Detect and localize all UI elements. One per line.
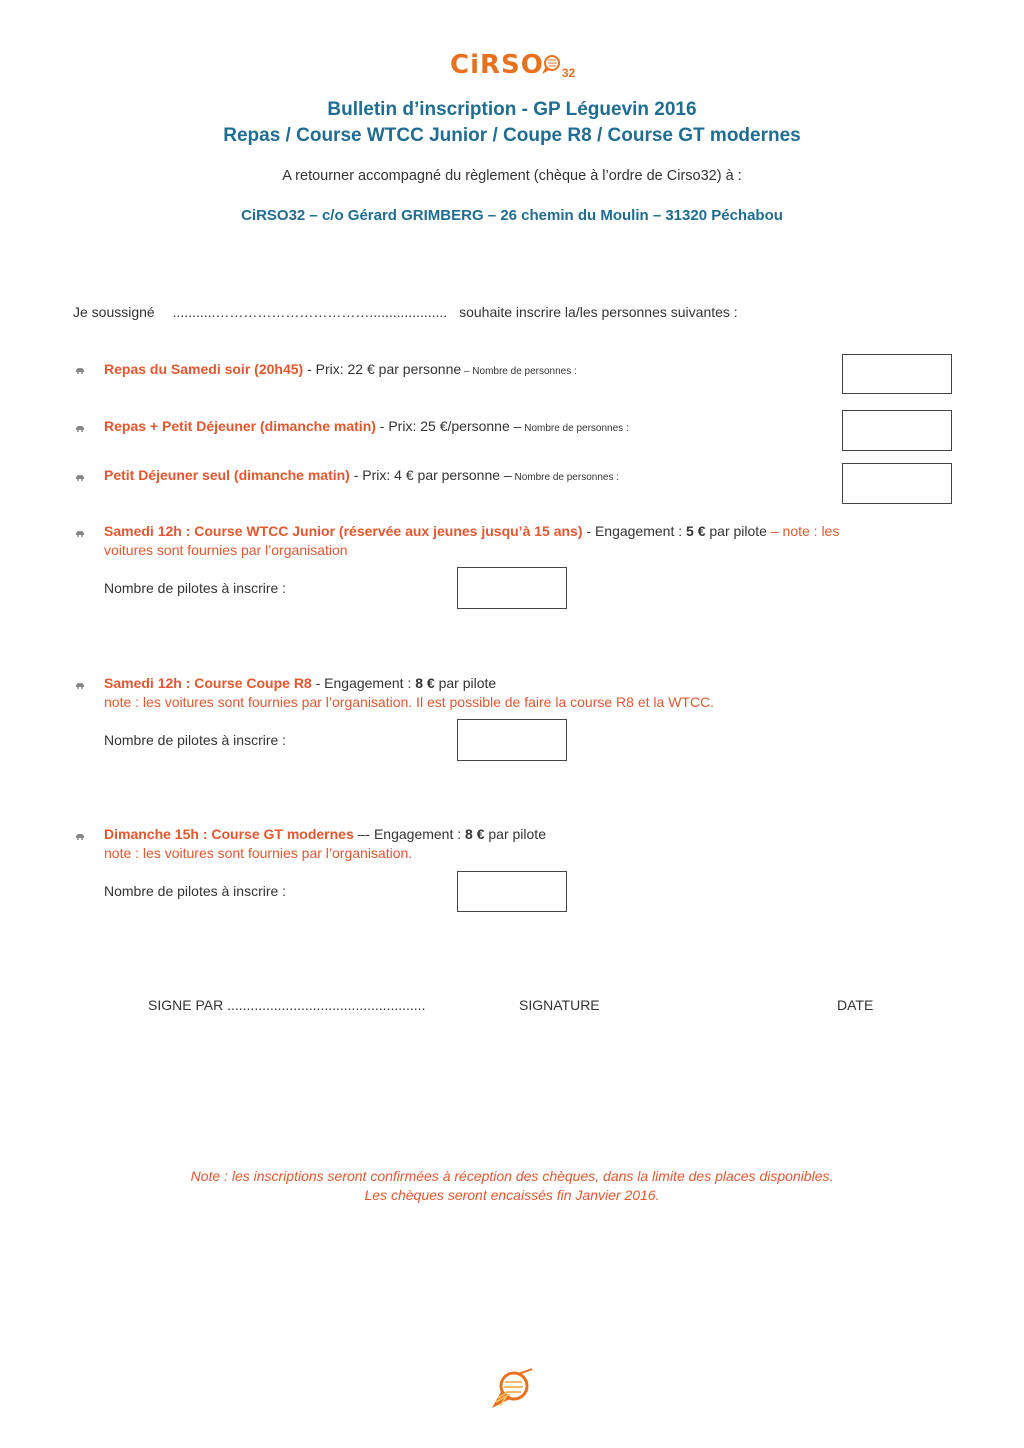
race-count-label: Nombre de pilotes à inscrire : bbox=[104, 883, 287, 899]
return-instruction: A retourner accompagné du règlement (chèque à l’ordre de Cirso32) à : bbox=[282, 168, 742, 184]
race-coupe-r8-count-field[interactable] bbox=[457, 719, 567, 761]
cirso-logo bbox=[450, 50, 580, 82]
race-coupe-r8 bbox=[104, 675, 496, 691]
meal-count-label: – Nombre de personnes : bbox=[461, 366, 577, 377]
mailing-address: CiRSO32 – c/o Gérard GRIMBERG – 26 chemin du Moulin – 31320 Péchabou bbox=[241, 207, 783, 224]
meal-price: - Prix: 25 €/personne – bbox=[375, 418, 522, 434]
meal-title: Repas + Petit Déjeuner (dimanche matin) bbox=[104, 418, 376, 434]
logo-cone-icon bbox=[540, 54, 562, 76]
meal-count-label: Nombre de personnes : bbox=[511, 472, 619, 483]
meal-title: Petit Déjeuner seul (dimanche matin) bbox=[104, 467, 350, 483]
car-bullet-icon bbox=[75, 833, 85, 840]
meal-saturday-dinner-count-field[interactable] bbox=[842, 354, 952, 394]
race-wtcc-junior bbox=[104, 523, 839, 539]
form-title: Bulletin d’inscription - GP Léguevin 2016 bbox=[327, 99, 697, 120]
meal-dinner-breakfast bbox=[104, 418, 629, 434]
intro-suffix: souhaite inscrire la/les personnes suivantes : bbox=[459, 304, 738, 320]
car-bullet-icon bbox=[75, 367, 85, 374]
race-wtcc-junior-count-field[interactable] bbox=[457, 567, 567, 609]
race-amount: 8 € bbox=[415, 675, 435, 691]
race-note: voitures sont fournies par l’organisation bbox=[104, 542, 348, 558]
meal-breakfast-only bbox=[104, 467, 619, 483]
logo-text: CiRSO bbox=[450, 50, 544, 80]
form-subtitle: Repas / Course WTCC Junior / Coupe R8 / Course GT modernes bbox=[223, 125, 801, 146]
car-bullet-icon bbox=[75, 474, 85, 481]
race-title: Samedi 12h : Course WTCC Junior (réservée aux jeunes jusqu’à 15 ans) bbox=[104, 523, 583, 539]
meal-count-label: Nombre de personnes : bbox=[521, 423, 629, 434]
logo-suffix: 32 bbox=[561, 66, 576, 80]
race-gt-modernes bbox=[104, 826, 546, 842]
meal-dinner-breakfast-count-field[interactable] bbox=[842, 410, 952, 451]
meal-breakfast-only-count-field[interactable] bbox=[842, 463, 952, 504]
race-count-label: Nombre de pilotes à inscrire : bbox=[104, 580, 287, 596]
race-count-label: Nombre de pilotes à inscrire : bbox=[104, 732, 287, 748]
meal-price: - Prix: 4 € par personne – bbox=[349, 467, 512, 483]
race-engagement-suffix: par pilote bbox=[484, 826, 546, 842]
race-title: Samedi 12h : Course Coupe R8 bbox=[104, 675, 312, 691]
signature-label: SIGNATURE bbox=[519, 997, 600, 1013]
footer-note-confirmation: Note : les inscriptions seront confirmées à réception des chèques, dans la limite des places disponibles. bbox=[190, 1168, 834, 1184]
intro-line bbox=[73, 304, 738, 320]
race-engagement-suffix: par pilote bbox=[705, 523, 767, 539]
race-title: Dimanche 15h : Course GT modernes bbox=[104, 826, 354, 842]
footer-note-cheques: Les chèques seront encaissés fin Janvier 2016. bbox=[364, 1187, 660, 1203]
meal-price: - Prix: 22 € par personne bbox=[303, 361, 462, 377]
race-engagement-prefix: - Engagement : bbox=[582, 523, 687, 539]
car-bullet-icon bbox=[75, 530, 85, 537]
date-label: DATE bbox=[837, 997, 874, 1013]
meal-title: Repas du Samedi soir (20h45) bbox=[104, 361, 304, 377]
race-note-inline: – note : les bbox=[766, 523, 840, 539]
race-gt-modernes-count-field[interactable] bbox=[457, 871, 567, 912]
intro-prefix: Je soussigné bbox=[73, 304, 155, 320]
race-amount: 8 € bbox=[465, 826, 485, 842]
meal-saturday-dinner bbox=[104, 361, 577, 377]
car-bullet-icon bbox=[75, 425, 85, 432]
signed-by-field[interactable]: SIGNE PAR ................................................... bbox=[148, 997, 426, 1013]
race-amount: 5 € bbox=[686, 523, 706, 539]
car-bullet-icon bbox=[75, 682, 85, 689]
cirso-emblem-icon bbox=[488, 1368, 534, 1412]
race-engagement-prefix: –- Engagement : bbox=[353, 826, 466, 842]
race-engagement-suffix: par pilote bbox=[434, 675, 497, 691]
race-note: note : les voitures sont fournies par l’organisation. bbox=[104, 845, 413, 861]
race-note: note : les voitures sont fournies par l’organisation. Il est possible de faire la course R8 et la WTCC. bbox=[104, 694, 715, 710]
intro-dots: ...........…………………………….................... bbox=[172, 304, 448, 320]
race-engagement-prefix: - Engagement : bbox=[311, 675, 416, 691]
